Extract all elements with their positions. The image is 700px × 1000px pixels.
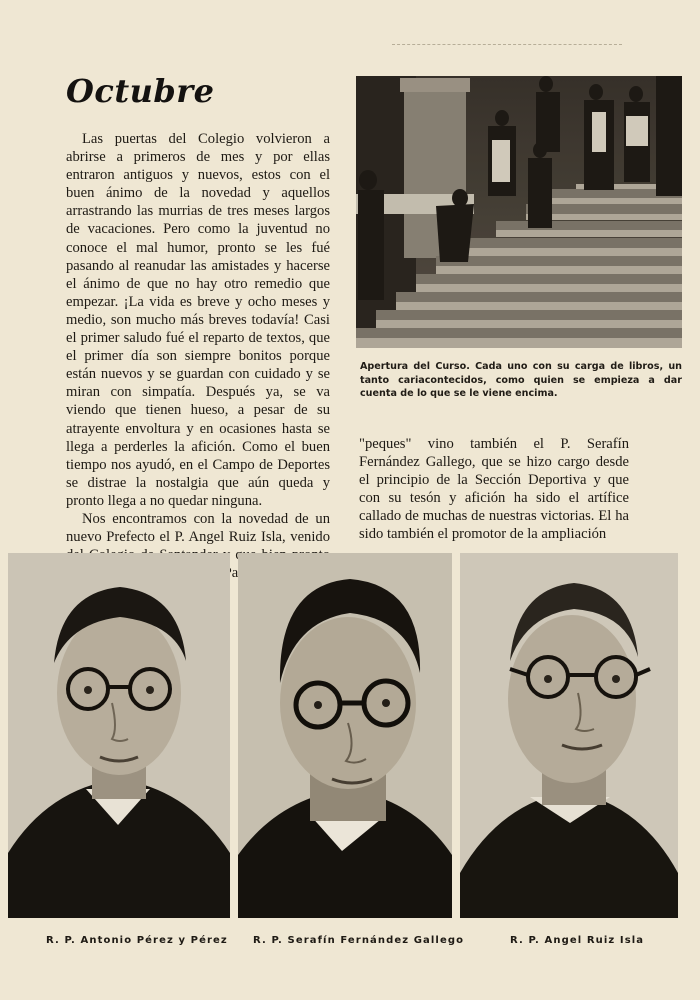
course-opening-photo bbox=[356, 76, 682, 348]
stairs-students-image bbox=[356, 76, 682, 348]
article-column-left bbox=[66, 130, 330, 582]
article-paragraph: Las puertas del Colegio volvieron a abrirse a primeros de mes y por ellas entraron antiguos y nuevos, estos con el buen ánimo de la novedad y aquellos arrastrando las murrias de tres meses largos de vacaciones. Pero como la juventud no conoce el mal humor, pronto se les fué pasando al reanudar las amistades y hacerse el ánimo de que no hay otro remedio que empezar. ¡La vida es breve y ocho meses y medio, son mucho más breves todavía! Casi el primer saludo fué el reparto de textos, que el primer día son siempre bonitos porque están nuevos y se guardan con cuidado y se miran con simpatía. Después ya, se va viendo que tienen hueso, a pesar de su atrayente envoltura y en ocasiones hasta se llega a perderles la afición. Como el buen tiempo nos ayudó, en el Campo de Deportes se distrae la nostalgia que aún queda y pronto llega a no quedar ninguna. bbox=[66, 131, 330, 509]
portrait-photo bbox=[460, 553, 678, 918]
portrait-photo bbox=[238, 553, 452, 918]
priest-portrait-image bbox=[238, 553, 452, 918]
photo-caption: Apertura del Curso. Cada uno con su carga de libros, un tanto cariacontecidos, como quien se empieza a dar cuenta de lo que se le viene encima. bbox=[360, 361, 682, 399]
portrait-caption: R. P. Angel Ruiz Isla bbox=[510, 935, 645, 946]
priest-portrait-image bbox=[460, 553, 678, 918]
priest-portrait-image bbox=[8, 553, 230, 918]
article-column-right bbox=[359, 435, 629, 544]
section-title: Octubre bbox=[66, 72, 215, 110]
portrait-photo bbox=[8, 553, 230, 918]
article-paragraph: "peques" vino también el P. Serafín Fernández Gallego, que se hizo cargo desde el principio de la Sección Deportiva y que con su tesón y afición ha sido el artífice callado de muchas de nuestras victorias. El ha sido también el promotor de la ampliación bbox=[359, 436, 629, 543]
header-rule bbox=[392, 44, 622, 45]
portrait-caption: R. P. Antonio Pérez y Pérez bbox=[46, 935, 228, 946]
portrait-caption: R. P. Serafín Fernández Gallego bbox=[253, 935, 465, 946]
article-paragraph: Nos encontramos con la novedad de un nuevo Prefecto el P. Angel Ruiz Isla, venido Para bbox=[66, 510, 330, 582]
